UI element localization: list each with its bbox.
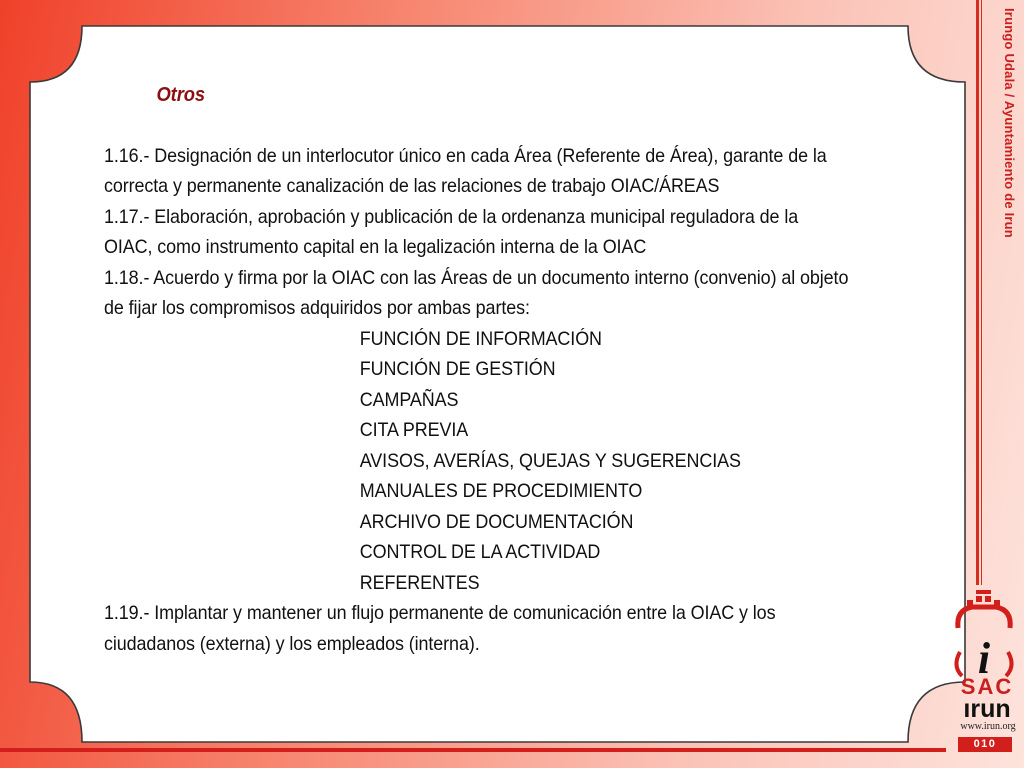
list-item: CONTROL DE LA ACTIVIDAD [359, 541, 601, 563]
list-item: REFERENTES [359, 571, 480, 594]
list-item: FUNCIÓN DE GESTIÓN [359, 358, 556, 380]
info-letter-icon: i [977, 634, 991, 683]
logo-irun-text: ırun [963, 695, 1011, 723]
list-item: MANUALES DE PROCEDIMIENTO [359, 480, 643, 502]
list-item: CITA PREVIA [359, 419, 469, 441]
logo-website: www.irun.org [960, 721, 1016, 732]
sidebar-rule-right [981, 0, 982, 585]
content-body [104, 80, 849, 659]
list-item: AVISOS, AVERÍAS, QUEJAS Y SUGERENCIAS [359, 449, 741, 472]
section-title: Otros [156, 84, 206, 106]
page-number-badge: 010 [958, 737, 1012, 752]
paragraph-1-17: 1.17.- Elaboración, aprobación y publicación de la ordenanza municipal reguladora de la OIAC, como instrumento capital en la legalización interna de la OIAC [104, 205, 799, 258]
list-item: ARCHIVO DE DOCUMENTACIÓN [359, 510, 634, 533]
paragraph-1-19: 1.19.- Implantar y mantener un flujo permanente de comunicación entre la OIAC y los ciudadanos (externa) y los empleados (interna). [104, 602, 776, 655]
bottom-accent-bar [0, 748, 946, 752]
sidebar-vertical-text: Irungo Udala / Ayuntamiento de Irun [1002, 8, 1017, 238]
list-item: CAMPAÑAS [359, 388, 459, 411]
logo-sac-text: SAC [960, 674, 1014, 699]
paragraph-1-16: 1.16.- Designación de un interlocutor único en cada Área (Referente de Área), garante de la correcta y permanente canalización de las relaciones de trabajo OIAC/ÁREAS [104, 144, 827, 197]
paragraph-1-18: 1.18.- Acuerdo y firma por la OIAC con las Áreas de un documento interno (convenio) al objeto de fijar los compromisos adquiridos por ambas partes: [104, 266, 849, 319]
commitments-list [104, 324, 849, 599]
list-item: FUNCIÓN DE INFORMACIÓN [359, 327, 602, 350]
sidebar-rule-left [976, 0, 979, 585]
